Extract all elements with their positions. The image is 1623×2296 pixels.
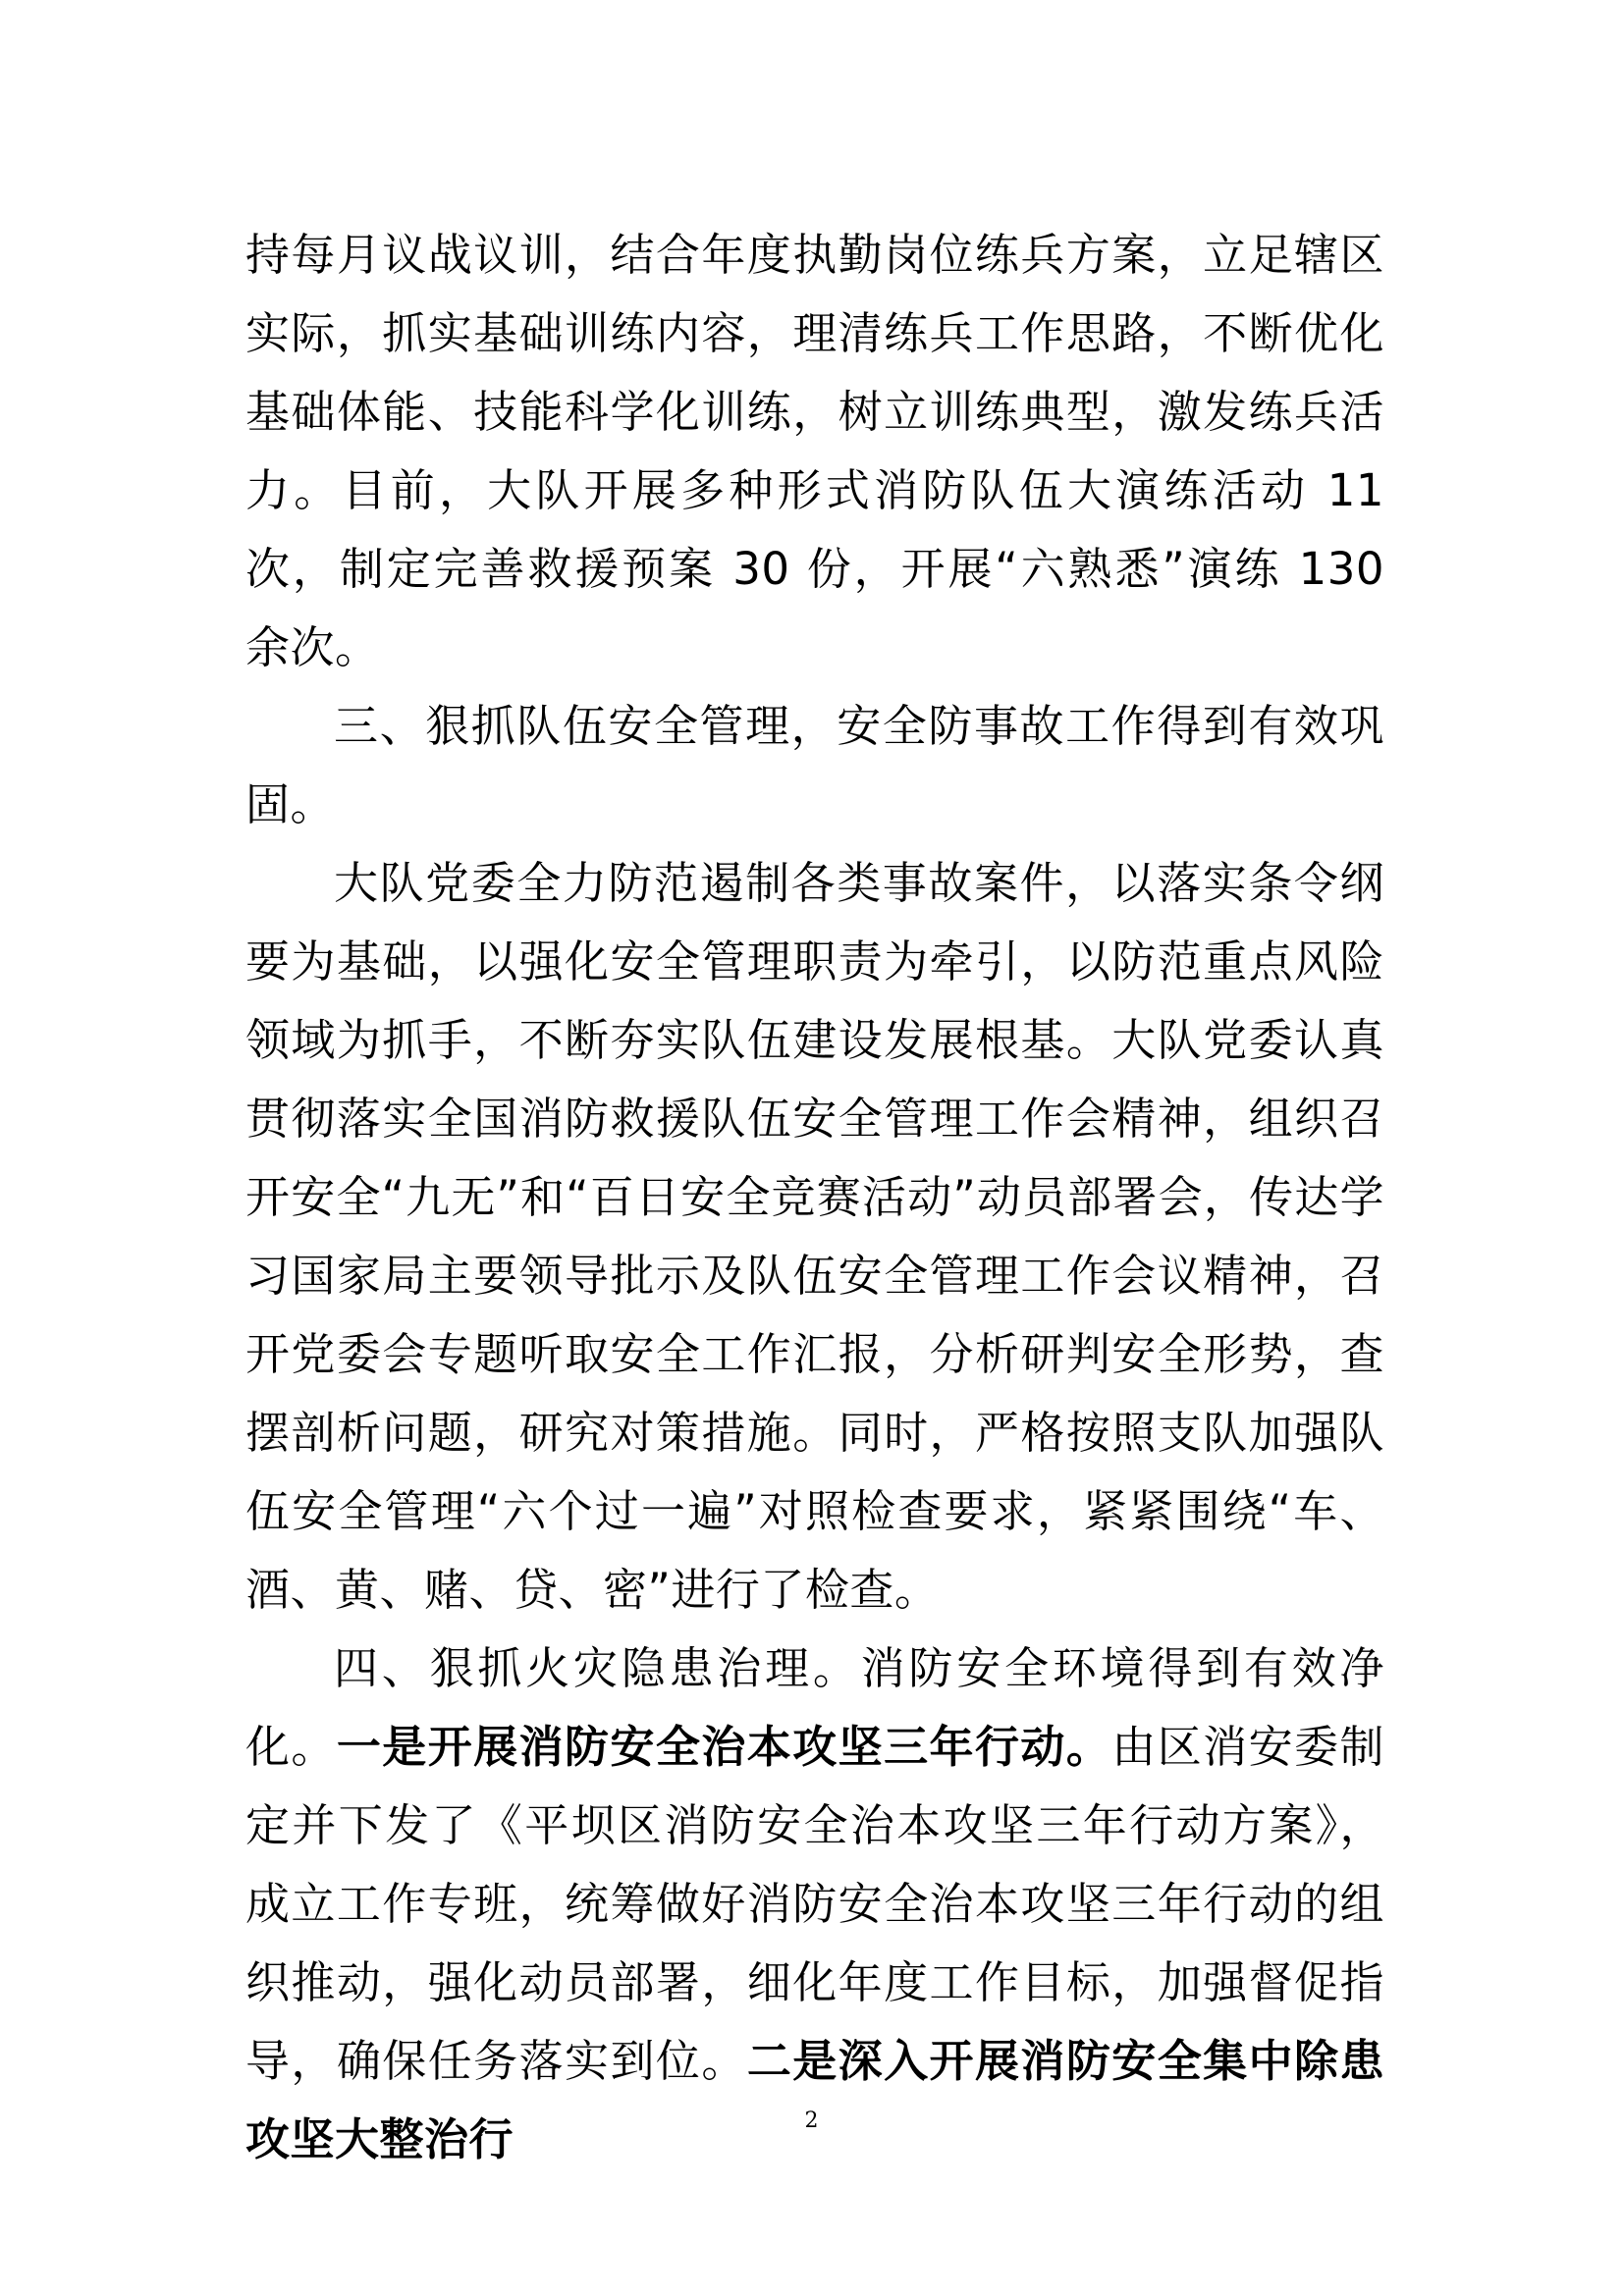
body-text bbox=[245, 216, 1384, 2179]
section-four-heading: 四、狠抓火灾隐患治理。消防安全环境得到有效净化。 bbox=[245, 1642, 1384, 1773]
paragraph-training-continued: 持每月议战议训，结合年度执勤岗位练兵方案，立足辖区实际，抓实基础训练内容，理清练兵工作思路，不断优化基础体能、技能科学化训练，树立训练典型，激发练兵活力。目前，大队开展多种形式消防队伍大演练活动 11 次，制定完善救援预案 30 份，开展“六熟悉”演练 130 余次。 bbox=[245, 229, 1384, 673]
point-two-heading: 二是深入开展消防安全集中除患攻坚大整治行 bbox=[245, 2035, 1384, 2165]
point-one-body: 由区消安委制定并下发了《平坝区消防安全治本攻坚三年行动方案》，成立工作专班，统筹做好消防安全治本攻坚三年行动的组织推动，强化动员部署，细化年度工作目标，加强督促指导，确保任务落实到位。 bbox=[245, 1721, 1384, 2087]
heading-section-three: 三、狠抓队伍安全管理，安全防事故工作得到有效巩固。 bbox=[245, 700, 1384, 830]
paragraph-safety-management: 大队党委全力防范遏制各类事故案件，以落实条令纲要为基础，以强化安全管理职责为牵引，以防范重点风险领域为抓手，不断夯实队伍建设发展根基。大队党委认真贯彻落实全国消防救援队伍安全管理工作会精神，组织召开安全“九无”和“百日安全竞赛活动”动员部署会，传达学习国家局主要领导批示及队伍安全管理工作会议精神，召开党委会专题听取安全工作汇报，分析研判安全形势，查摆剖析问题，研究对策措施。同时，严格按照支队加强队伍安全管理“六个过一遍”对照检查要求，紧紧围绕“车、酒、黄、赌、贷、密”进行了检查。 bbox=[245, 857, 1384, 1616]
paragraph-fire-hazard bbox=[245, 1629, 1384, 2179]
point-one-heading: 一是开展消防安全治本攻坚三年行动。 bbox=[336, 1721, 1112, 1773]
page-number: 2 bbox=[804, 2109, 819, 2133]
